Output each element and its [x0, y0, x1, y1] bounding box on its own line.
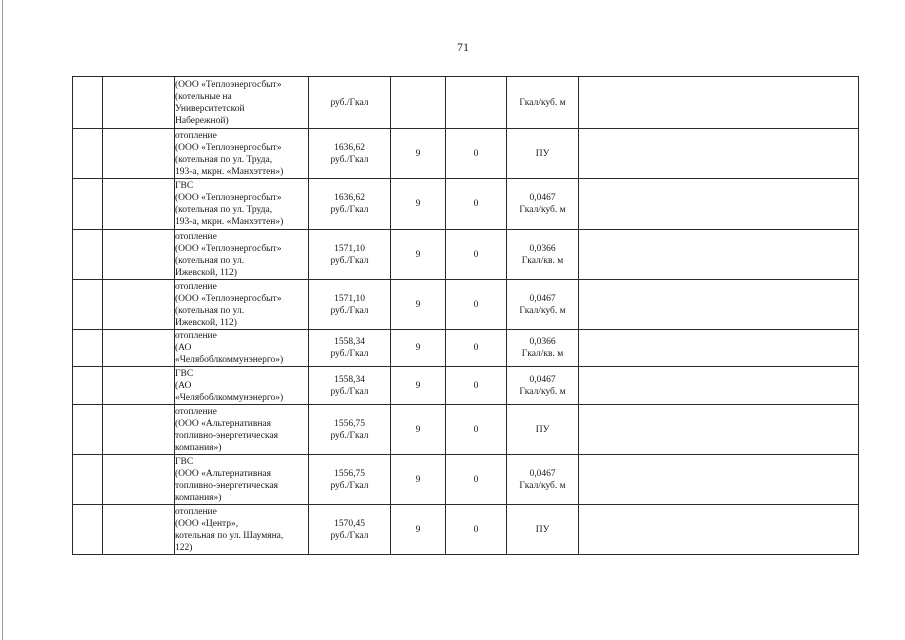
price-line: 1556,75 [334, 468, 365, 479]
norm-unit-cell [507, 230, 579, 280]
price-line: руб./Гкал [330, 386, 369, 397]
unit-line: Гкал/куб. м [519, 205, 566, 215]
value-b-cell: 0 [446, 505, 507, 555]
row-number-cell [73, 330, 103, 367]
unit-line: Гкал/куб. м [519, 480, 566, 491]
scan-edge-line [2, 0, 3, 640]
description-line: отопление [175, 331, 217, 341]
note-cell [579, 77, 859, 129]
unit-line: 0,0366 [529, 243, 556, 254]
description-line: Набережной) [175, 115, 229, 126]
service-description-cell [175, 367, 309, 405]
unit-line: Гкал/куб. м [519, 305, 566, 316]
norm-unit-cell [507, 505, 579, 555]
description-line: ГВС [175, 456, 194, 467]
description-line: 193-а, мкрн. «Манхэттен») [175, 166, 284, 177]
value-b-cell: 0 [446, 179, 507, 230]
unit-line: 0,0467 [529, 293, 556, 304]
unit-line: ПУ [535, 424, 550, 435]
service-description-cell [175, 505, 309, 555]
note-cell [579, 280, 859, 330]
description-line: (ООО «Альтернативная [175, 418, 272, 429]
tariff-price-cell [309, 179, 391, 230]
value-b-cell: 0 [446, 330, 507, 367]
description-line: ГВС [175, 181, 194, 191]
value-a-cell: 9 [391, 129, 446, 179]
tariff-price-cell [309, 367, 391, 405]
description-line: топливно-энергетическая [175, 430, 279, 441]
description-line: 193-а, мкрн. «Манхэттен») [175, 217, 284, 227]
value-a-cell: 9 [391, 367, 446, 405]
norm-unit-cell [507, 179, 579, 230]
description-line: ГВС [175, 368, 194, 379]
row-number-cell [73, 405, 103, 455]
tariff-price-cell [309, 280, 391, 330]
description-line: отопление [175, 506, 217, 517]
description-line: отопление [175, 231, 217, 242]
price-line: руб./Гкал [330, 255, 369, 266]
description-line: (ООО «Центр», [175, 518, 239, 529]
description-line: (АО [175, 343, 192, 353]
value-b-cell: 0 [446, 367, 507, 405]
service-description-cell [175, 230, 309, 280]
row-number-cell [73, 230, 103, 280]
price-line: 1558,34 [334, 374, 365, 385]
table-row [73, 367, 859, 405]
description-line: (ООО «Альтернативная [175, 468, 272, 479]
table-row [73, 405, 859, 455]
value-a-cell: 9 [391, 280, 446, 330]
row-code-cell [103, 280, 175, 330]
description-line: (котельная по ул. [175, 255, 245, 266]
row-code-cell [103, 367, 175, 405]
price-line: руб./Гкал [330, 205, 369, 215]
price-line: 1556,75 [334, 418, 365, 429]
unit-line: Гкал/кв. м [521, 255, 564, 266]
description-line: отопление [175, 281, 217, 292]
description-line: (ООО «Теплоэнергосбыт» [175, 193, 282, 203]
value-b-cell: 0 [446, 280, 507, 330]
price-line: 1558,34 [334, 337, 365, 347]
description-line: (котельная по ул. Труда, [175, 205, 273, 215]
note-cell [579, 330, 859, 367]
description-line: отопление [175, 130, 217, 141]
price-line: руб./Гкал [330, 480, 369, 491]
norm-unit-cell [507, 77, 579, 129]
description-line: котельная по ул. Шаумяна, [175, 530, 284, 541]
description-line: (котельная по ул. [175, 305, 245, 316]
description-line: «Челябоблкоммунэнерго») [175, 355, 284, 365]
tariff-price-cell [309, 505, 391, 555]
table-row [73, 455, 859, 505]
note-cell [579, 230, 859, 280]
price-line: руб./Гкал [330, 530, 369, 541]
price-line: руб./Гкал [330, 430, 369, 441]
value-b-cell: 0 [446, 405, 507, 455]
price-line: руб./Гкал [330, 97, 369, 108]
tariff-price-cell [309, 455, 391, 505]
value-b-cell [446, 77, 507, 129]
tariff-table-body [73, 77, 859, 555]
description-line: (ООО «Теплоэнергосбыт» [175, 79, 282, 90]
row-number-cell [73, 179, 103, 230]
row-code-cell [103, 230, 175, 280]
description-line: «Челябоблкоммунэнерго») [175, 392, 284, 403]
row-number-cell [73, 280, 103, 330]
service-description-cell [175, 77, 309, 129]
price-line: 1570,45 [334, 518, 365, 529]
norm-unit-cell [507, 405, 579, 455]
description-line: (АО [175, 380, 192, 391]
description-line: (котельные на [175, 91, 232, 102]
description-line: компания») [175, 442, 222, 453]
value-a-cell: 9 [391, 330, 446, 367]
description-line: отопление [175, 406, 217, 417]
value-a-cell: 9 [391, 230, 446, 280]
note-cell [579, 505, 859, 555]
row-code-cell [103, 330, 175, 367]
value-a-cell [391, 77, 446, 129]
unit-line: ПУ [535, 148, 550, 159]
tariff-price-cell [309, 77, 391, 129]
service-description-cell [175, 455, 309, 505]
table-row [73, 280, 859, 330]
price-line: 1571,10 [334, 243, 365, 254]
unit-line: 0,0366 [529, 337, 556, 347]
row-code-cell [103, 405, 175, 455]
page-number: 71 [457, 40, 469, 54]
tariff-price-cell [309, 330, 391, 367]
unit-line: Гкал/куб. м [519, 97, 566, 108]
price-line: 1636,62 [334, 142, 365, 153]
price-line: руб./Гкал [330, 305, 369, 316]
row-code-cell [103, 179, 175, 230]
value-b-cell: 0 [446, 129, 507, 179]
value-a-cell: 9 [391, 405, 446, 455]
table-row [73, 330, 859, 367]
service-description-cell [175, 179, 309, 230]
unit-line: 0,0467 [529, 468, 556, 479]
table-row [73, 230, 859, 280]
service-description-cell [175, 129, 309, 179]
description-line: топливно-энергетическая [175, 480, 279, 491]
note-cell [579, 405, 859, 455]
note-cell [579, 367, 859, 405]
unit-line: Гкал/кв. м [521, 349, 564, 359]
row-number-cell [73, 505, 103, 555]
description-line: Ижевской, 112) [175, 317, 237, 328]
note-cell [579, 129, 859, 179]
note-cell [579, 179, 859, 230]
description-line: Ижевской, 112) [175, 267, 237, 278]
description-line: Университетской [175, 103, 245, 114]
price-line: руб./Гкал [330, 349, 369, 359]
row-number-cell [73, 367, 103, 405]
row-number-cell [73, 455, 103, 505]
price-line: 1636,62 [334, 193, 365, 203]
price-line: руб./Гкал [330, 154, 369, 165]
value-b-cell: 0 [446, 455, 507, 505]
description-line: (ООО «Теплоэнергосбыт» [175, 142, 282, 153]
row-code-cell [103, 77, 175, 129]
table-row [73, 129, 859, 179]
norm-unit-cell [507, 367, 579, 405]
value-b-cell: 0 [446, 230, 507, 280]
unit-line: 0,0467 [529, 374, 556, 385]
norm-unit-cell [507, 455, 579, 505]
description-line: (ООО «Теплоэнергосбыт» [175, 293, 282, 304]
norm-unit-cell [507, 330, 579, 367]
value-a-cell: 9 [391, 179, 446, 230]
norm-unit-cell [507, 129, 579, 179]
row-code-cell [103, 455, 175, 505]
description-line: компания») [175, 492, 222, 503]
service-description-cell [175, 330, 309, 367]
description-line: 122) [175, 542, 193, 553]
value-a-cell: 9 [391, 455, 446, 505]
unit-line: 0,0467 [529, 193, 556, 203]
description-line: (котельная по ул. Труда, [175, 154, 273, 165]
table-row [73, 505, 859, 555]
tariff-price-cell [309, 405, 391, 455]
norm-unit-cell [507, 280, 579, 330]
row-code-cell [103, 505, 175, 555]
description-line: (ООО «Теплоэнергосбыт» [175, 243, 282, 254]
table-row [73, 179, 859, 230]
tariff-price-cell [309, 129, 391, 179]
value-a-cell: 9 [391, 505, 446, 555]
service-description-cell [175, 280, 309, 330]
tariff-price-cell [309, 230, 391, 280]
unit-line: ПУ [535, 524, 550, 535]
note-cell [579, 455, 859, 505]
row-code-cell [103, 129, 175, 179]
unit-line: Гкал/куб. м [519, 386, 566, 397]
row-number-cell [73, 77, 103, 129]
tariff-table [72, 76, 859, 555]
row-number-cell [73, 129, 103, 179]
price-line: 1571,10 [334, 293, 365, 304]
table-row [73, 77, 859, 129]
service-description-cell [175, 405, 309, 455]
